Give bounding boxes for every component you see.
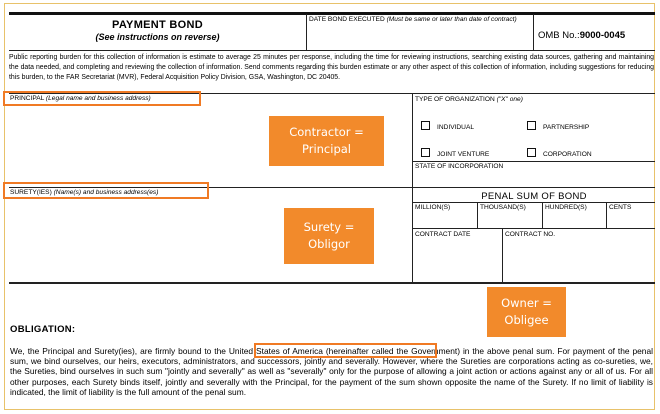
divider <box>9 50 655 51</box>
sureties-note: (Name(s) and business address(es) <box>53 189 159 196</box>
divider <box>606 202 607 228</box>
divider <box>502 228 503 283</box>
obligation-text: We, the Principal and Surety(ies), are firmly bound to the United States of America (hereinafter called the Government) in the above penal sum. For payment of the penal sum, we bind ourselves, our heirs, executors, administrators, and successors, jointly and severally. However, where the Sureties are corporations acting as co-sureties, we, the Sureties, bind ourselves in such sum "jointly and severally" as well as "severally" only for the purpose of allowing a joint action or actions against any or all of us. For all other purposes, each Surety binds itself, jointly and severally with the Principal, for the payment of the sum shown opposite the name of the Surety. If no limit of liability is indicated, the limit of liability is the full amount of the penal sum. <box>10 346 653 397</box>
divider <box>412 228 655 229</box>
form-title: PAYMENT BOND <box>112 19 203 31</box>
divider <box>477 202 478 228</box>
org-type-note: ("X" one) <box>496 96 523 103</box>
cents-field[interactable]: CENTS <box>609 204 632 211</box>
divider <box>542 202 543 228</box>
contract-date-field[interactable]: CONTRACT DATE <box>415 231 471 238</box>
contractor-principal-callout <box>269 116 384 166</box>
obligation-title: OBLIGATION: <box>10 324 76 335</box>
joint-venture-checkbox[interactable] <box>421 148 430 157</box>
omb-prefix: OMB No.: <box>538 30 580 41</box>
divider <box>412 202 655 203</box>
joint-venture-label: JOINT VENTURE <box>437 151 490 158</box>
millions-field[interactable]: MILLION(S) <box>415 204 451 211</box>
partnership-label: PARTNERSHIP <box>543 124 590 131</box>
burden-statement: Public reporting burden for this collection of information is estimate to average 25 minutes per response, including the time for reviewing instructions, searching existing data sources, gathering and maintaining the data needed, and completing and reviewing the collection of information. Send comments regarding this burden estimate or any other aspect of this collection of information, including suggestions for reducing this burden, to the FAR Secretariat (MVR), Federal Acquisition Policy Division, GSA, Washington, DC 20405. <box>9 54 654 81</box>
date-executed-note: (Must be same or later than date of contract) <box>386 16 517 23</box>
divider <box>9 282 655 284</box>
callout-line: Principal <box>301 142 351 156</box>
hundreds-field[interactable]: HUNDRED(S) <box>545 204 587 211</box>
state-of-incorporation-field[interactable]: STATE OF INCORPORATION <box>415 163 504 170</box>
principal-highlight <box>3 91 201 106</box>
thousands-field[interactable]: THOUSAND(S) <box>480 204 526 211</box>
callout-line: Surety = <box>303 220 355 234</box>
divider <box>533 14 534 50</box>
omb-value: 9000-0045 <box>579 30 626 41</box>
principal-note: (Legal name and business address) <box>45 95 151 102</box>
callout-line: Obligor <box>308 237 350 251</box>
divider <box>306 14 307 50</box>
divider <box>412 93 413 283</box>
org-type-heading <box>415 96 523 104</box>
callout-line: Owner = <box>501 296 552 310</box>
sureties-highlight <box>3 182 209 199</box>
divider <box>412 161 655 162</box>
callout-line: Contractor = <box>289 125 364 139</box>
government-highlight <box>254 343 437 358</box>
surety-obligor-callout <box>284 208 374 264</box>
corporation-checkbox[interactable] <box>527 148 536 157</box>
owner-obligee-callout <box>487 287 566 337</box>
form-subtitle: (See instructions on reverse) <box>95 32 220 42</box>
principal-label: PRINCIPAL <box>10 95 45 102</box>
individual-label: INDIVIDUAL <box>437 124 475 131</box>
date-executed-field[interactable] <box>309 15 529 24</box>
corporation-label: CORPORATION <box>543 151 592 158</box>
sureties-label: SURETY(IES) <box>10 189 52 196</box>
partnership-checkbox[interactable] <box>527 121 536 130</box>
contract-number-field[interactable]: CONTRACT NO. <box>505 231 556 238</box>
penal-sum-title: PENAL SUM OF BOND <box>481 191 587 202</box>
callout-line: Obligee <box>504 313 549 327</box>
org-type-label: TYPE OF ORGANIZATION <box>415 96 495 103</box>
date-executed-label: DATE BOND EXECUTED <box>309 16 385 23</box>
omb-number <box>538 30 625 41</box>
individual-checkbox[interactable] <box>421 121 430 130</box>
